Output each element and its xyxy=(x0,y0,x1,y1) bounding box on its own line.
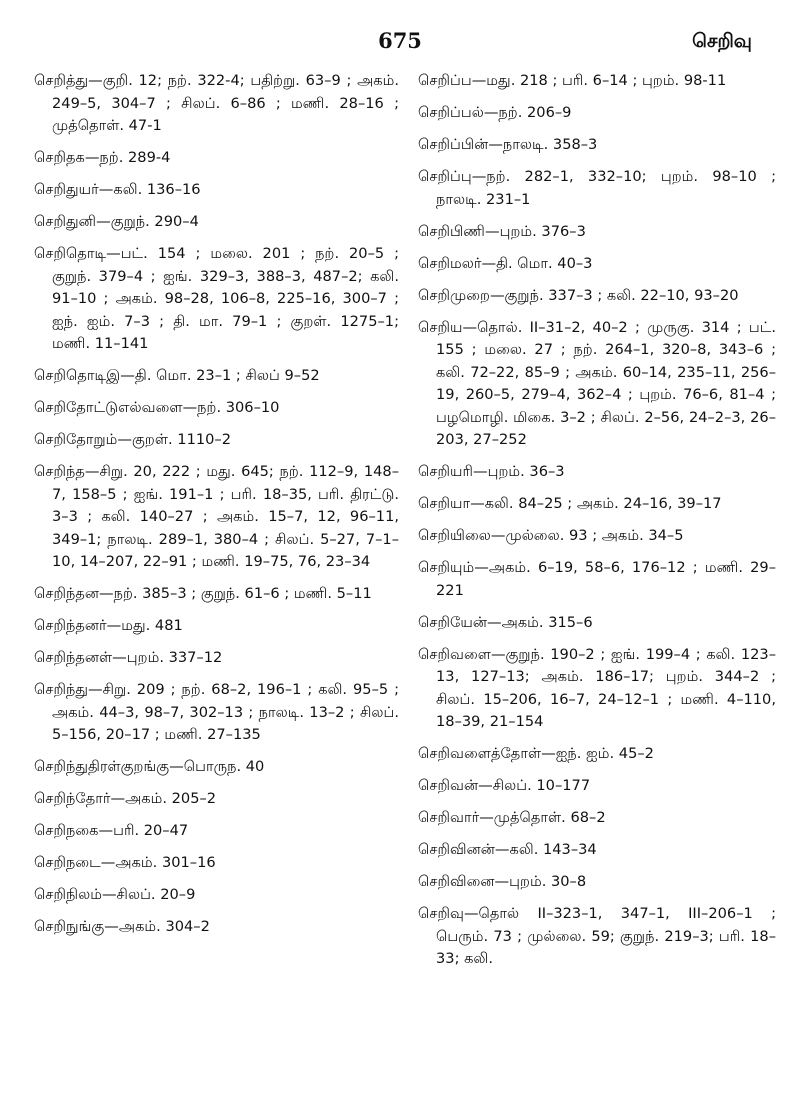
index-entry: செறிதோறும்—குறள். 1110–2 xyxy=(34,431,232,448)
index-entry: செறிந்தன—நற். 385–3 ; குறுந். 61–6 ; மணி. 5–11 xyxy=(34,585,372,602)
index-entry: செறிந்து—சிறு. 209 ; நற். 68–2, 196–1 ; கலி. 95–5 ; அகம். 44–3, 98–7, 302–13 ; நாலடி. 13–2 ; சிலப். 5–156, 20–17 ; மணி. 27–135 xyxy=(34,681,399,743)
index-entry: செறிதோட்டுஎல்வளை—நற். 306–10 xyxy=(34,399,280,416)
index-entry: செறிதுனி—குறுந். 290–4 xyxy=(34,213,199,230)
index-entry: செறித்து—குறி. 12; நற். 322-4; பதிற்று. 63–9 ; அகம். 249–5, 304–7 ; சிலப். 6–86 ; மணி. 28–16 ; முத்தொள். 47-1 xyxy=(34,72,399,134)
index-entry: செறிதொடிஇ—தி. மொ. 23–1 ; சிலப் 9–52 xyxy=(34,367,320,384)
index-entry: செறிந்தனள்—புறம். 337–12 xyxy=(34,649,223,666)
index-entry: செறிவளை—குறுந். 190–2 ; ஐங். 199–4 ; கலி. 123–13, 127–13; அகம். 186–17; புறம். 344–2 ; சிலப். 15–206, 16–7, 24–12–1 ; மணி. 4–110, 18–39, 21–154 xyxy=(418,645,776,730)
index-entry: செறிவன்—சிலப். 10–177 xyxy=(418,777,591,794)
index-entry: செறிந்தனர்—மது. 481 xyxy=(34,617,183,634)
index-entry: செறிதொடி—பட். 154 ; மலை. 201 ; நற். 20–5 ; குறுந். 379–4 ; ஐங். 329–3, 388–3, 487–2; கலி. 91–10 ; அகம். 98–28, 106–8, 225–16, 300–7 ; ஐந். ஐம். 7–3 ; தி. மா. 79–1 ; குறள். 1275–1; மணி. 11–141 xyxy=(34,245,399,352)
index-entry: செறிப்பல்—நற். 206–9 xyxy=(418,104,572,121)
index-entry: செறிமலர்—தி. மொ. 40–3 xyxy=(418,254,593,272)
index-entry: செறியேன்—அகம். 315–6 xyxy=(418,613,593,631)
running-head: செறிவு xyxy=(692,30,752,52)
index-entry: செறியும்—அகம். 6–19, 58–6, 176–12 ; மணி. 29–221 xyxy=(418,559,776,599)
index-entry: செறிப்ப—மது. 218 ; பரி. 6–14 ; புறம். 98-11 xyxy=(418,72,727,89)
left-column xyxy=(34,70,399,948)
index-entry: செறிவளைத்தோள்—ஐந். ஐம். 45–2 xyxy=(418,745,654,762)
index-entry: செறிவு—தொல் II–323–1, 347–1, III–206–1 ; பெரும். 73 ; முல்லை. 59; குறுந். 219–3; பரி. 18–33; கலி. xyxy=(418,905,776,967)
index-entry: செறிநிலம்—சிலப். 20–9 xyxy=(34,886,196,903)
index-entry: செறிமுறை—குறுந். 337–3 ; கலி. 22–10, 93–20 xyxy=(418,286,739,304)
index-entry: செறிய—தொல். II–31–2, 40–2 ; முருகு. 314 ; பட். 155 ; மலை. 27 ; நற். 264–1, 320–8, 343–6 ; கலி. 72–22, 85–9 ; அகம். 60–14, 235–11, 256–19, 260–5, 279–4, 362–4 ; புறம். 76–6, 81–4 ; பழமொழி. மிகை. 3–2 ; சிலப். 2–56, 24–2–3, 26–203, 27–252 xyxy=(418,318,776,448)
index-entry: செறிப்பு—நற். 282–1, 332–10; புறம். 98–10 ; நாலடி. 231–1 xyxy=(418,168,776,208)
index-entry: செறியா—கலி. 84–25 ; அகம். 24–16, 39–17 xyxy=(418,495,722,512)
index-entry: செறிபிணி—புறம். 376–3 xyxy=(418,222,586,240)
index-entry: செறிந்துதிரள்குறங்கு—பொருந. 40 xyxy=(34,758,265,775)
index-entry: செறிநடை—அகம். 301–16 xyxy=(34,854,216,871)
index-entry: செறிவார்—முத்தொள். 68–2 xyxy=(418,809,606,826)
index-entry: செறிந்த—சிறு. 20, 222 ; மது. 645; நற். 112–9, 148–7, 158–5 ; ஐங். 191–1 ; பரி. 18–35, பரி. திரட்டு. 3–3 ; கலி. 140–27 ; அகம். 15–7, 12, 96–11, 349–1; நாலடி. 289–1, 380–4 ; சிலப். 5–27, 7–1–10, 14–207, 22–91 ; மணி. 19–75, 76, 23–34 xyxy=(34,463,399,570)
index-entry: செறிநுங்கு—அகம். 304–2 xyxy=(34,918,210,935)
index-entry: செறிதக—நற். 289-4 xyxy=(34,149,171,166)
index-entry: செறிந்தோர்—அகம். 205–2 xyxy=(34,790,217,807)
right-column xyxy=(418,70,776,980)
index-entry: செறிப்பின்—நாலடி. 358–3 xyxy=(418,136,598,153)
page-number: 675 xyxy=(378,28,422,53)
index-entry: செறிவினன்—கலி. 143–34 xyxy=(418,841,597,858)
index-entry: செறிதுயர்—கலி. 136–16 xyxy=(34,181,201,198)
index-entry: செறியரி—புறம். 36–3 xyxy=(418,463,565,480)
index-entry: செறிநகை—பரி. 20–47 xyxy=(34,822,189,839)
index-entry: செறிவினை—புறம். 30–8 xyxy=(418,873,587,890)
index-entry: செறியிலை—முல்லை. 93 ; அகம். 34–5 xyxy=(418,527,684,544)
